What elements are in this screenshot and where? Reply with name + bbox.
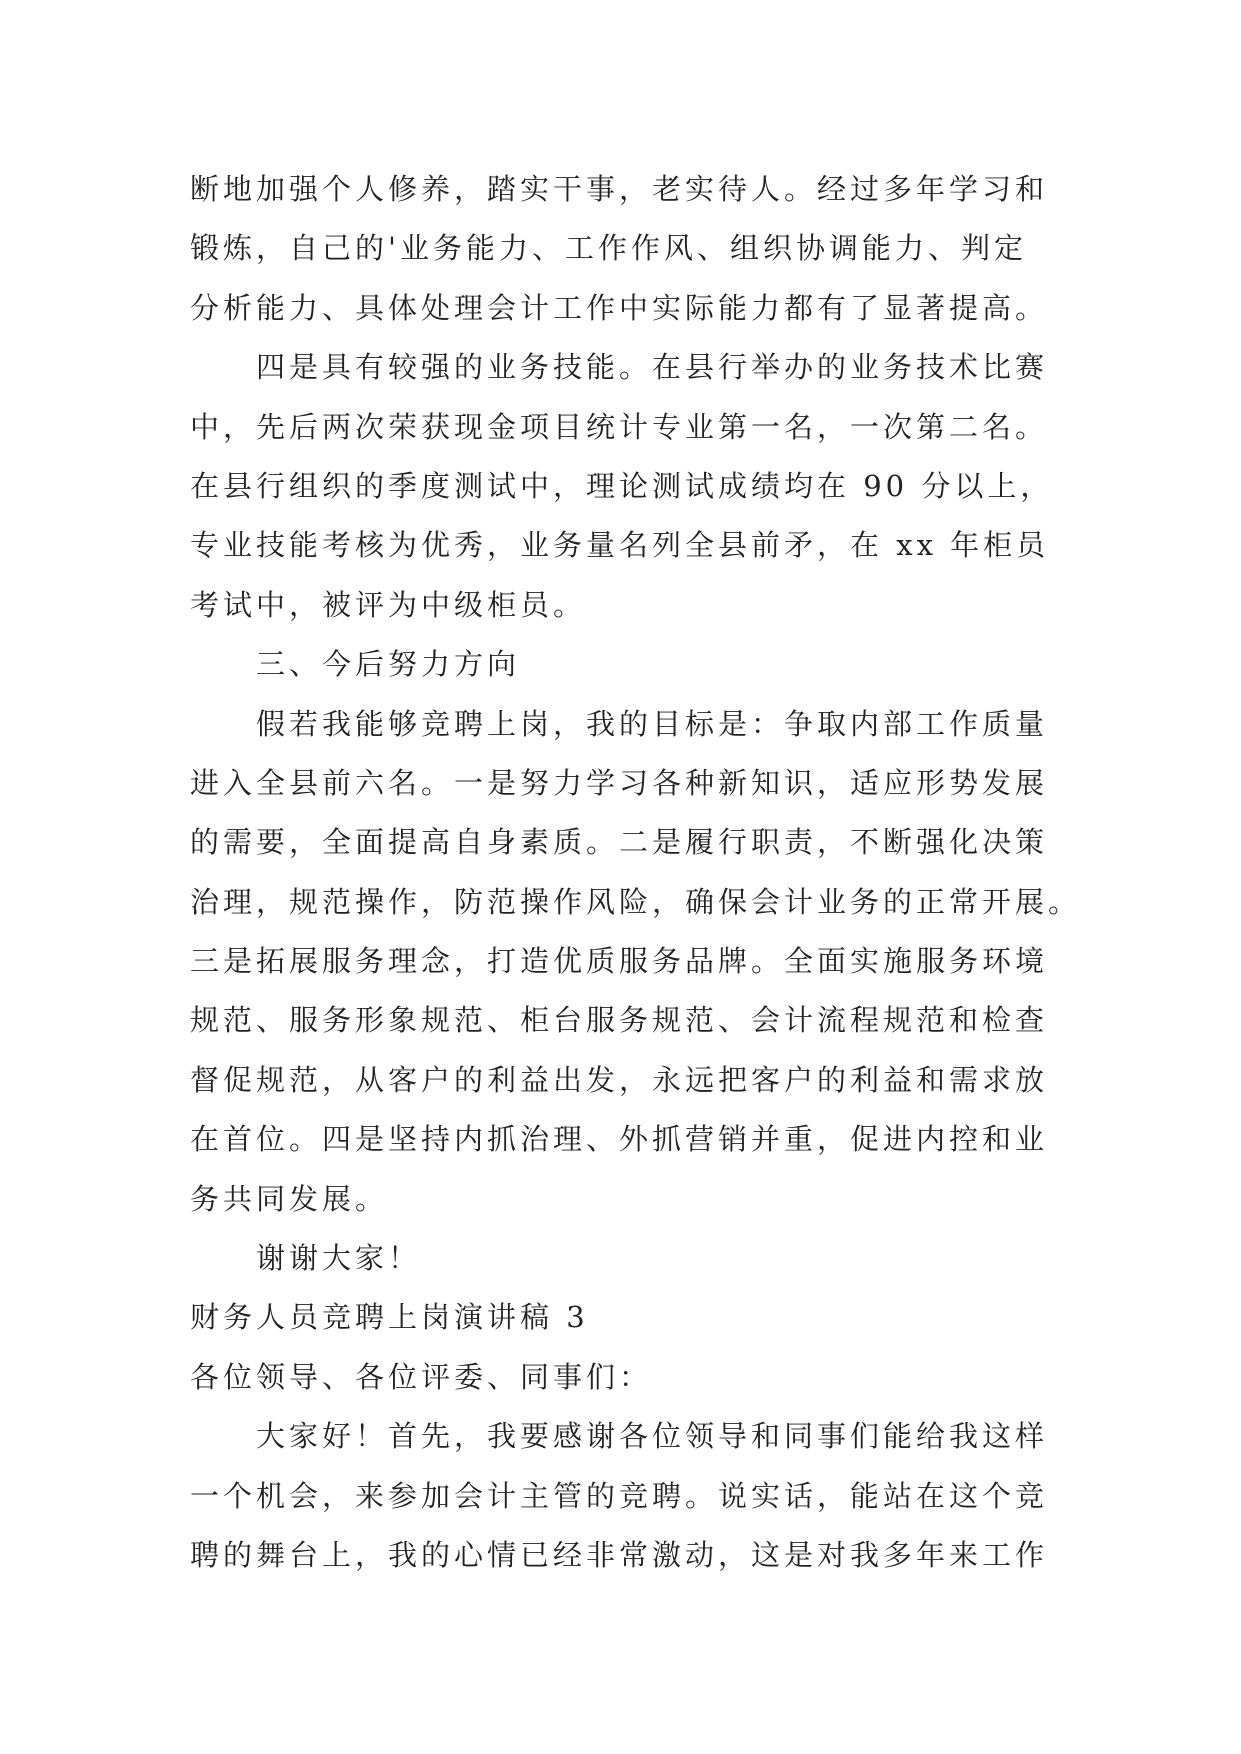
text-line: 各位领导、各位评委、同事们： [190,1359,653,1394]
text-line: 考试中，被评为中级柜员。 [190,587,587,622]
text-line: 锻炼，自己的'业务能力、工作作风、组织协调能力、判定 [190,231,1027,266]
text-line: 聘的舞台上，我的心情已经非常激动，这是对我多年来工作 [190,1537,1049,1572]
text-line: 治理，规范操作，防范操作风险，确保会计业务的正常开展。 [190,884,1082,919]
text-line: 中，先后两次荣获现金项目统计专业第一名，一次第二名。 [190,409,1049,444]
text-line: 规范、服务形象规范、柜台服务规范、会计流程规范和检查 [190,1003,1049,1038]
text-line: 督促规范，从客户的利益出发，永远把客户的利益和需求放 [190,1062,1049,1097]
text-line: 谢谢大家！ [256,1241,422,1276]
text-line: 在首位。四是坚持内抓治理、外抓营销并重，促进内控和业 [190,1122,1049,1157]
text-line: 务共同发展。 [190,1181,389,1216]
text-line: 进入全县前六名。一是努力学习各种新知识，适应形势发展 [190,765,1049,800]
document-body [190,160,1082,1585]
text-line: 在县行组织的季度测试中，理论测试成绩均在 90 分以上， [190,468,1054,503]
text-line: 财务人员竞聘上岗演讲稿 3 [190,1300,589,1335]
text-line: 假若我能够竞聘上岗，我的目标是：争取内部工作质量 [256,706,1049,741]
text-line: 四是具有较强的业务技能。在县行举办的业务技术比赛 [256,350,1049,385]
text-line: 三是拓展服务理念，打造优质服务品牌。全面实施服务环境 [190,944,1049,979]
text-line: 大家好！首先，我要感谢各位领导和同事们能给我这样 [256,1419,1049,1454]
text-line: 的需要，全面提高自身素质。二是履行职责，不断强化决策 [190,825,1049,860]
text-line: 专业技能考核为优秀，业务量名列全县前矛，在 xx 年柜员 [190,528,1050,563]
text-line: 三、今后努力方向 [256,647,521,682]
text-line: 分析能力、具体处理会计工作中实际能力都有了显著提高。 [190,290,1049,325]
text-line: 断地加强个人修养，踏实干事，老实待人。经过多年学习和 [190,172,1049,206]
text-line: 一个机会，来参加会计主管的竞聘。说实话，能站在这个竞 [190,1478,1049,1513]
